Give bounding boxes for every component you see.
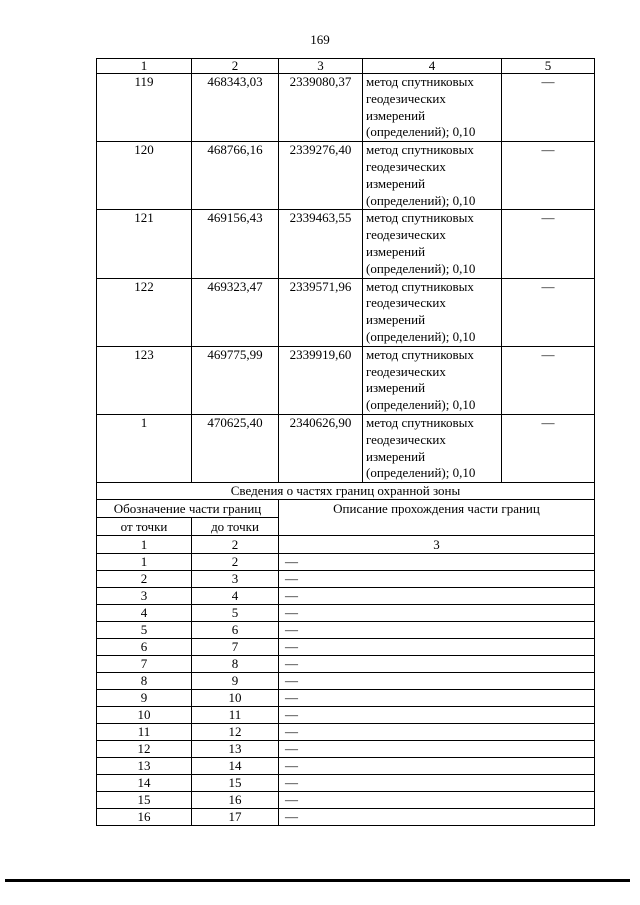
point-number: 123 — [97, 346, 192, 414]
method-line: (определений); 0,10 — [366, 328, 476, 344]
column-number: 4 — [363, 59, 502, 74]
y-coordinate: 2339919,60 — [279, 346, 363, 414]
table-row — [97, 142, 595, 210]
method-cell — [363, 346, 502, 414]
method-line: геодезических — [366, 363, 446, 379]
from-point: 13 — [97, 758, 192, 775]
boundary-table — [96, 58, 595, 826]
column-number: 2 — [192, 59, 279, 74]
note-cell: — — [502, 346, 595, 414]
y-coordinate: 2339463,55 — [279, 210, 363, 278]
from-point: 12 — [97, 741, 192, 758]
method-line: измерений — [366, 380, 426, 396]
method-line: метод спутниковых — [366, 414, 474, 430]
method-cell — [363, 414, 502, 482]
section-title: Сведения о частях границ охранной зоны — [97, 483, 595, 500]
x-coordinate: 469323,47 — [192, 278, 279, 346]
method-line: геодезических — [366, 90, 446, 106]
x-coordinate: 470625,40 — [192, 414, 279, 482]
method-cell — [363, 74, 502, 142]
segment-description: — — [279, 673, 595, 690]
segment-description: — — [279, 554, 595, 571]
table-row — [97, 639, 595, 656]
table-row — [97, 741, 595, 758]
description-header: Описание прохождения части границ — [279, 500, 595, 536]
to-point: 6 — [192, 622, 279, 639]
x-coordinate: 469156,43 — [192, 210, 279, 278]
column-number: 2 — [192, 536, 279, 554]
from-point: 16 — [97, 809, 192, 826]
x-coordinate: 469775,99 — [192, 346, 279, 414]
to-point: 2 — [192, 554, 279, 571]
from-point: 15 — [97, 792, 192, 809]
column-number: 5 — [502, 59, 595, 74]
segment-description: — — [279, 775, 595, 792]
table-row — [97, 809, 595, 826]
note-cell: — — [502, 278, 595, 346]
y-coordinate: 2340626,90 — [279, 414, 363, 482]
method-line: геодезических — [366, 158, 446, 174]
method-line: (определений); 0,10 — [366, 192, 476, 208]
table-row — [97, 605, 595, 622]
segment-description: — — [279, 690, 595, 707]
to-point: 16 — [192, 792, 279, 809]
to-point: 3 — [192, 571, 279, 588]
table-row — [97, 210, 595, 278]
column-number: 3 — [279, 536, 595, 554]
table-row — [97, 758, 595, 775]
method-line: (определений); 0,10 — [366, 397, 476, 413]
y-coordinate: 2339080,37 — [279, 74, 363, 142]
table-row — [97, 571, 595, 588]
segment-description: — — [279, 571, 595, 588]
table-row — [97, 724, 595, 741]
from-header: от точки — [97, 518, 192, 536]
from-point: 2 — [97, 571, 192, 588]
method-line: измерений — [366, 448, 426, 464]
segment-description: — — [279, 707, 595, 724]
sub-header-row — [97, 500, 595, 518]
to-point: 14 — [192, 758, 279, 775]
from-point: 7 — [97, 656, 192, 673]
table-row — [97, 690, 595, 707]
x-coordinate: 468766,16 — [192, 142, 279, 210]
method-line: измерений — [366, 243, 426, 259]
from-point: 11 — [97, 724, 192, 741]
y-coordinate: 2339276,40 — [279, 142, 363, 210]
table-row — [97, 74, 595, 142]
section-title-row — [97, 483, 595, 500]
segment-description: — — [279, 605, 595, 622]
page-number: 169 — [310, 32, 330, 47]
to-point: 15 — [192, 775, 279, 792]
segment-description: — — [279, 656, 595, 673]
table-row — [97, 622, 595, 639]
from-point: 3 — [97, 588, 192, 605]
method-line: измерений — [366, 107, 426, 123]
method-line: (определений); 0,10 — [366, 465, 476, 481]
table-row — [97, 656, 595, 673]
from-point: 5 — [97, 622, 192, 639]
method-line: геодезических — [366, 431, 446, 447]
method-line: (определений); 0,10 — [366, 260, 476, 276]
method-line: метод спутниковых — [366, 278, 474, 294]
method-line: геодезических — [366, 295, 446, 311]
segment-description: — — [279, 588, 595, 605]
designation-header: Обозначение части границ — [97, 500, 279, 518]
table-row — [97, 792, 595, 809]
from-point: 6 — [97, 639, 192, 656]
segment-description: — — [279, 724, 595, 741]
method-line: метод спутниковых — [366, 142, 474, 158]
to-point: 9 — [192, 673, 279, 690]
footer-rule — [5, 879, 630, 882]
to-point: 10 — [192, 690, 279, 707]
to-point: 5 — [192, 605, 279, 622]
to-point: 7 — [192, 639, 279, 656]
method-cell — [363, 278, 502, 346]
table-row — [97, 414, 595, 482]
column-number: 1 — [97, 59, 192, 74]
note-cell: — — [502, 414, 595, 482]
from-point: 9 — [97, 690, 192, 707]
from-point: 14 — [97, 775, 192, 792]
note-cell: — — [502, 74, 595, 142]
table-row — [97, 707, 595, 724]
method-line: геодезических — [366, 227, 446, 243]
segment-description: — — [279, 741, 595, 758]
table-row — [97, 278, 595, 346]
to-point: 12 — [192, 724, 279, 741]
y-coordinate: 2339571,96 — [279, 278, 363, 346]
method-cell — [363, 142, 502, 210]
table-row — [97, 775, 595, 792]
from-point: 4 — [97, 605, 192, 622]
table-row — [97, 346, 595, 414]
from-point: 1 — [97, 554, 192, 571]
table-row — [97, 554, 595, 571]
method-line: измерений — [366, 175, 426, 191]
to-point: 17 — [192, 809, 279, 826]
method-line: (определений); 0,10 — [366, 124, 476, 140]
table-row — [97, 588, 595, 605]
from-point: 10 — [97, 707, 192, 724]
point-number: 1 — [97, 414, 192, 482]
segment-description: — — [279, 622, 595, 639]
to-point: 13 — [192, 741, 279, 758]
x-coordinate: 468343,03 — [192, 74, 279, 142]
column-number: 3 — [279, 59, 363, 74]
to-point: 11 — [192, 707, 279, 724]
method-line: метод спутниковых — [366, 74, 474, 89]
table-row — [97, 673, 595, 690]
segment-description: — — [279, 809, 595, 826]
note-cell: — — [502, 210, 595, 278]
method-line: метод спутниковых — [366, 210, 474, 226]
segment-description: — — [279, 639, 595, 656]
point-number: 122 — [97, 278, 192, 346]
point-number: 119 — [97, 74, 192, 142]
point-number: 120 — [97, 142, 192, 210]
method-line: метод спутниковых — [366, 346, 474, 362]
from-point: 8 — [97, 673, 192, 690]
segment-description: — — [279, 792, 595, 809]
column-number: 1 — [97, 536, 192, 554]
point-number: 121 — [97, 210, 192, 278]
method-cell — [363, 210, 502, 278]
column-number-row — [97, 536, 595, 554]
segment-description: — — [279, 758, 595, 775]
to-point: 4 — [192, 588, 279, 605]
method-line: измерений — [366, 312, 426, 328]
to-point: 8 — [192, 656, 279, 673]
note-cell: — — [502, 142, 595, 210]
to-header: до точки — [192, 518, 279, 536]
column-number-row — [97, 59, 595, 74]
